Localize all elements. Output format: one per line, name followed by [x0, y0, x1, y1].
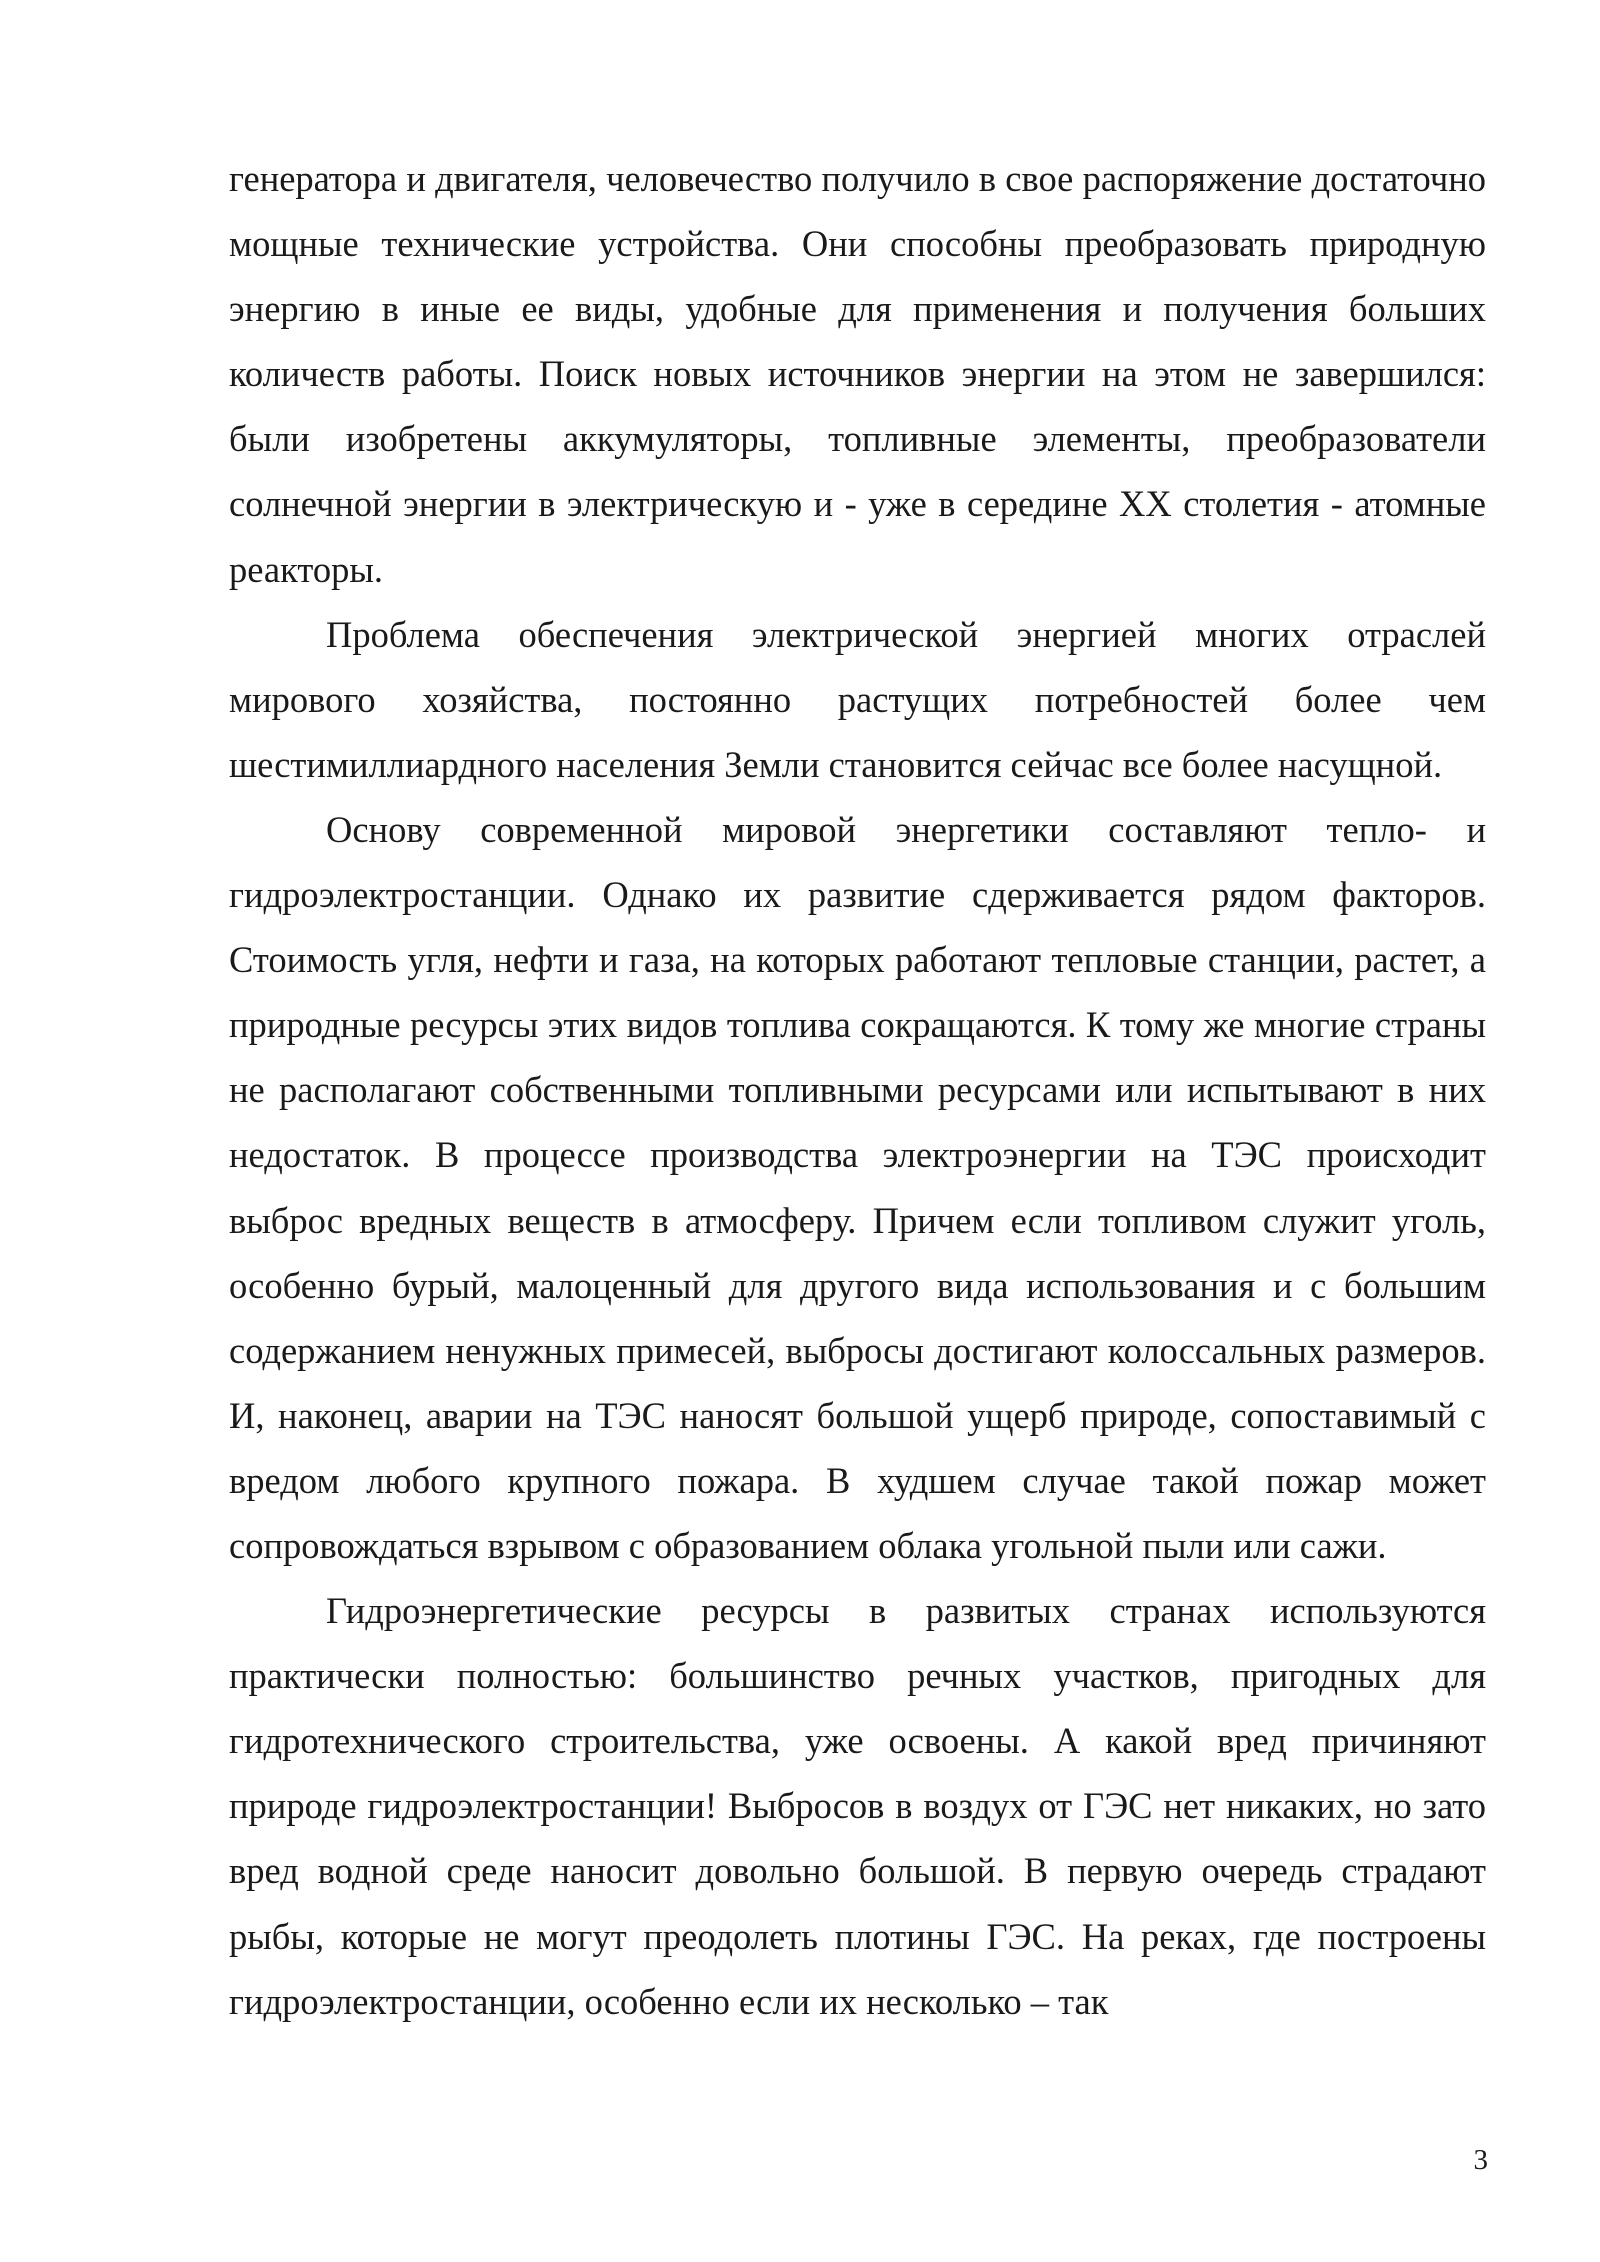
paragraph-electric-energy-problem: Проблема обеспечения электрической энергией многих отраслей мирового хозяйства, постоянно растущих потребностей более чем шестимиллиардного населения Земли становится сейчас все более насущной.	[229, 613, 1486, 785]
paragraph-modern-energy-basis: Основу современной мировой энергетики составляют тепло- и гидроэлектростанции. Однако их развитие сдерживается рядом факторов. Стоимость угля, нефти и газа, на которых работают тепловые станции, растет, а природные ресурсы этих видов топлива сокращаются. К тому же многие страны не располагают собственными топливными ресурсами или испытывают в них недостаток. В процессе производства электроэнергии на ТЭС происходит выброс вредных веществ в атмосферу. Причем если топливом служит уголь, особенно бурый, малоценный для другого вида использования и с большим содержанием ненужных примесей, выбросы достигают колоссальных размеров. И, наконец, аварии на ТЭС наносят большой ущерб природе, сопоставимый с вредом любого крупного пожара. В худшем случае такой пожар может сопровождаться взрывом с образованием облака угольной пыли или сажи.	[229, 808, 1486, 1566]
page-number: 3	[1473, 2144, 1488, 2176]
paragraph-hydro-resources: Гидроэнергетические ресурсы в развитых странах используются практически полностью: большинство речных участков, пригодных для гидротехнического строительства, уже освоены. А какой вред причиняют природе гидроэлектростанции! Выбросов в воздух от ГЭС нет никаких, но зато вред водной среде наносит довольно большой. В первую очередь страдают рыбы, которые не могут преодолеть плотины ГЭС. На реках, где построены гидроэлектростанции, особенно если их несколько – так	[229, 1590, 1486, 2022]
paragraph-continuation: генератора и двигателя, человечество получило в свое распоряжение достаточно мощные технические устройства. Они способны преобразовать природную энергию в иные ее виды, удобные для применения и получения больших количеств работы. Поиск новых источников энергии на этом не завершился: были изобретены аккумуляторы, топливные элементы, преобразователи солнечной энергии в электрическую и - уже в середине XX столетия - атомные реакторы.	[229, 158, 1486, 590]
body-text	[229, 146, 1486, 2034]
